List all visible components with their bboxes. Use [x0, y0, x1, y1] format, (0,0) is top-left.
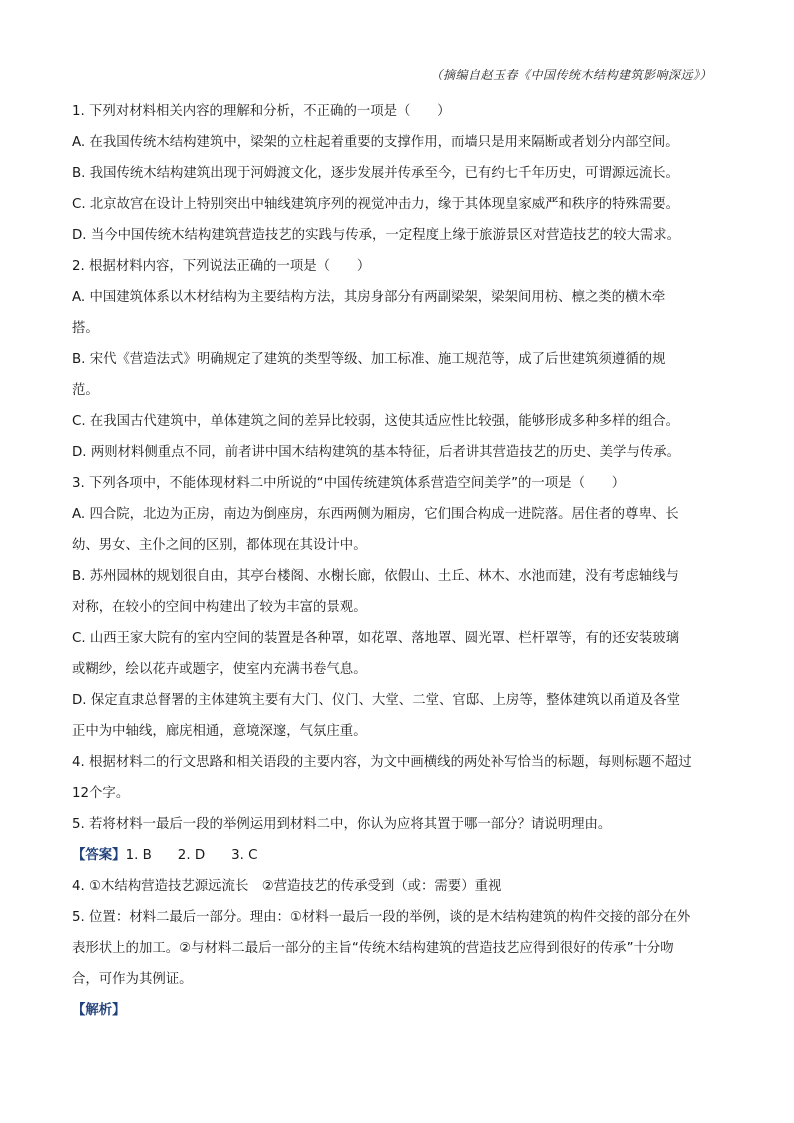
- question-line: 正中为中轴线，廊庑相通，意境深邃，气氛庄重。: [72, 724, 367, 739]
- question-line: A. 中国建筑体系以木材结构为主要结构方法，其房身部分有两副梁架，梁架间用枋、檩之类的横木牵: [72, 290, 666, 305]
- answer-item: 1. B: [125, 848, 152, 863]
- question-line: B. 苏州园林的规划很自由，其亭台楼阁、水榭长廊，依假山、土丘、林木、水池而建，没有考虑轴线与: [72, 569, 679, 584]
- question-line: 或糊纱，绘以花卉或题字，使室内充满书卷气息。: [72, 662, 367, 677]
- answer-line: 表形状上的加工。②与材料二最后一部分的主旨“传统木结构建筑的营造技艺应得到很好的传承”十分吻: [72, 941, 674, 956]
- answer-line: 合，可作为其例证。: [72, 972, 193, 987]
- question-line: D. 当今中国传统木结构建筑营造技艺的实践与传承，一定程度上缘于旅游景区对营造技艺的较大需求。: [72, 228, 681, 243]
- question-line: C. 山西王家大院有的室内空间的装置是各种罩，如花罩、落地罩、圆光罩、栏杆罩等，有的还安装玻璃: [72, 631, 680, 646]
- question-line: 3. 下列各项中，不能体现材料二中所说的“中国传统建筑体系营造空间美学”的一项是（ ）: [72, 476, 626, 491]
- question-line: A. 四合院，北边为正房，南边为倒座房，东西两侧为厢房，它们围合构成一进院落。居住者的尊卑、长: [72, 507, 679, 522]
- answer-tag: 【答案】: [72, 848, 126, 863]
- question-line: 搭。: [72, 321, 99, 336]
- question-line: 1. 下列对材料相关内容的理解和分析，不正确的一项是（ ）: [72, 104, 451, 119]
- question-line: D. 保定直隶总督署的主体建筑主要有大门、仪门、大堂、二堂、官邸、上房等，整体建筑以甬道及各堂: [72, 693, 681, 708]
- source-citation: （摘编自赵玉春《中国传统木结构建筑影响深远》）: [430, 68, 712, 82]
- question-line: 对称，在较小的空间中构建出了较为丰富的景观。: [72, 600, 367, 615]
- question-line: 4. 根据材料二的行文思路和相关语段的主要内容，为文中画横线的两处补写恰当的标题，每则标题不超过: [72, 755, 692, 770]
- answer-row: [72, 840, 724, 871]
- question-line: 5. 若将材料一最后一段的举例运用到材料二中，你认为应将其置于哪一部分？请说明理由。: [72, 817, 612, 832]
- answer-line: 4. ①木结构营造技艺源远流长 ②营造技艺的传承受到（或：需要）重视: [72, 879, 502, 894]
- answer-item: 2. D: [177, 848, 206, 863]
- question-line: 范。: [72, 383, 99, 398]
- document-body: [72, 96, 724, 1026]
- question-line: 幼、男女、主仆之间的区别，都体现在其设计中。: [72, 538, 367, 553]
- answer-item: 3. C: [231, 848, 258, 863]
- question-line: A. 在我国传统木结构建筑中，梁架的立柱起着重要的支撑作用，而墙只是用来隔断或者划分内部空间。: [72, 135, 679, 150]
- question-line: B. 我国传统木结构建筑出现于河姆渡文化，逐步发展并传承至今，已有约七千年历史，可谓源远流长。: [72, 166, 679, 181]
- question-line: C. 在我国古代建筑中，单体建筑之间的差异比较弱，这使其适应性比较强，能够形成多种多样的组合。: [72, 414, 680, 429]
- question-line: 2. 根据材料内容，下列说法正确的一项是（ ）: [72, 259, 371, 274]
- question-line: C. 北京故宫在设计上特别突出中轴线建筑序列的视觉冲击力，缘于其体现皇家威严和秩序的特殊需要。: [72, 197, 680, 212]
- question-line: D. 两则材料侧重点不同，前者讲中国木结构建筑的基本特征，后者讲其营造技艺的历史、美学与传承。: [72, 445, 681, 460]
- explanation-tag: 【解析】: [72, 1003, 126, 1018]
- question-line: B. 宋代《营造法式》明确规定了建筑的类型等级、加工标准、施工规范等，成了后世建筑须遵循的规: [72, 352, 666, 367]
- answer-line: 5. 位置：材料二最后一部分。理由：①材料一最后一段的举例，谈的是木结构建筑的构件交接的部分在外: [72, 910, 691, 925]
- question-line: 12个字。: [72, 786, 130, 801]
